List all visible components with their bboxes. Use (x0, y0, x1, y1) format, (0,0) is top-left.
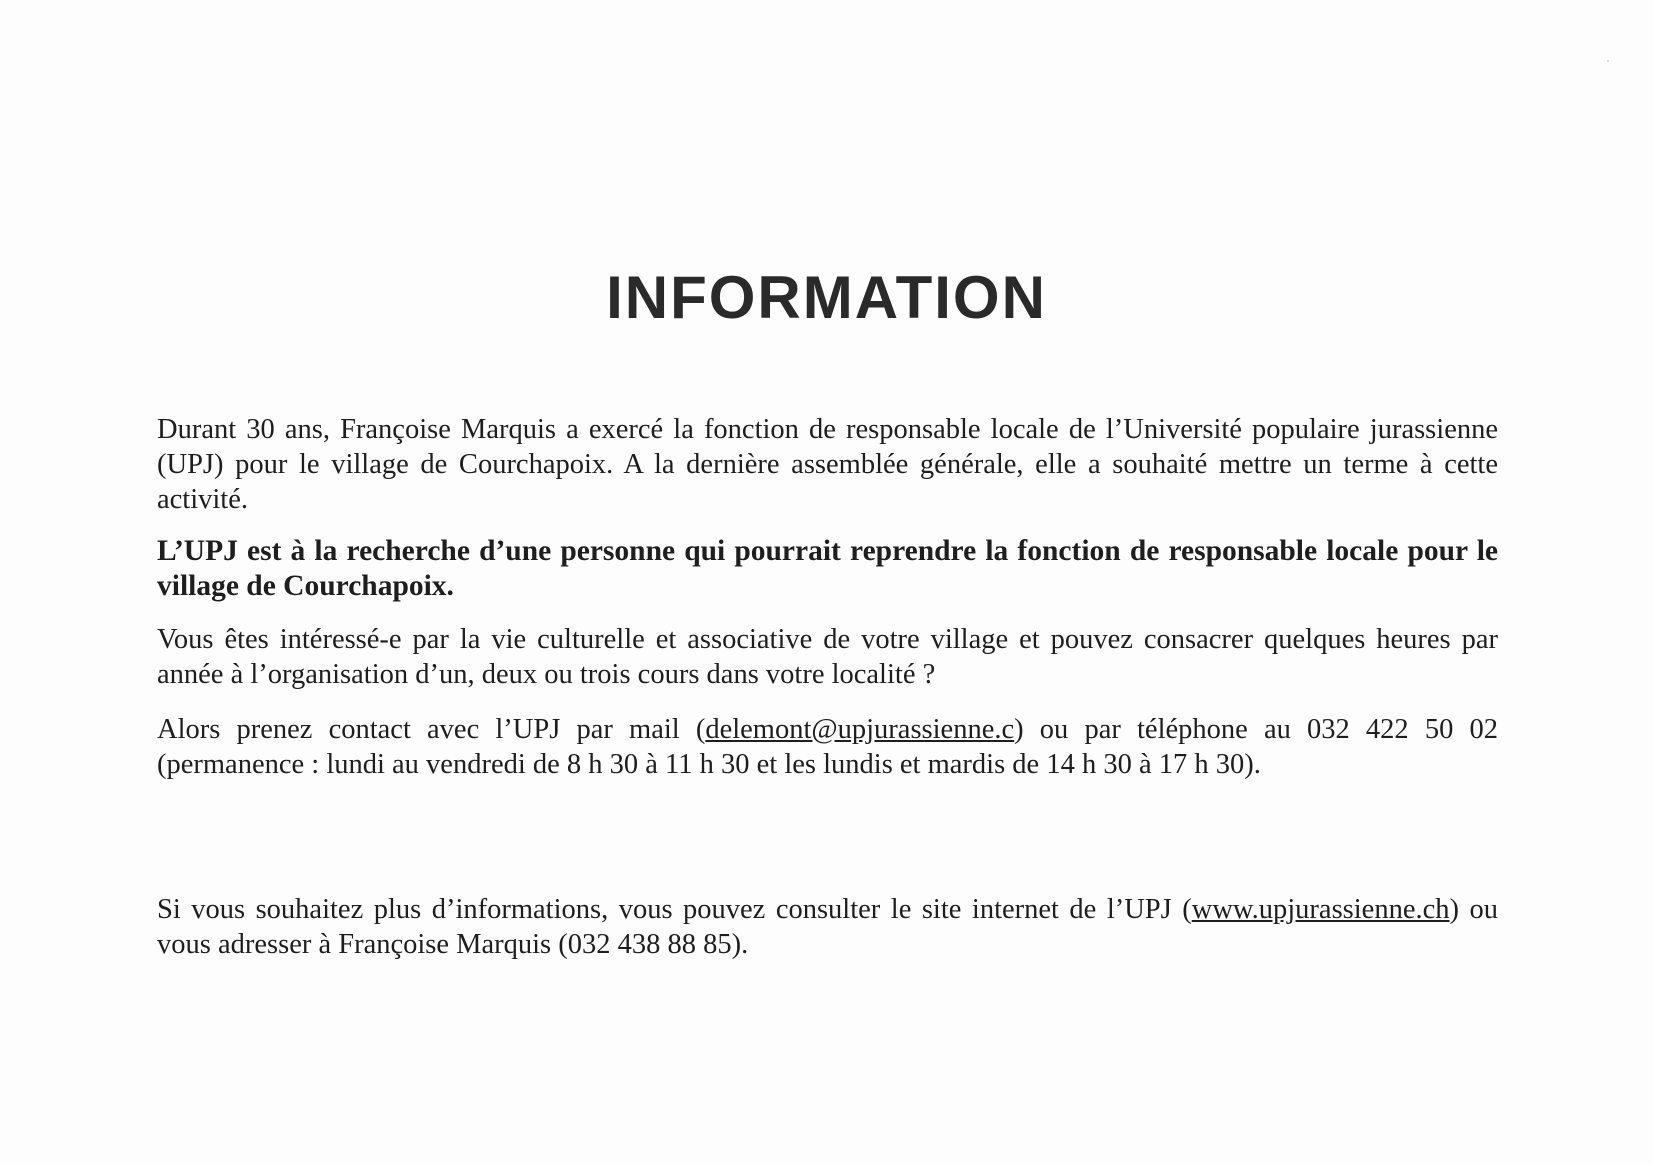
scan-speck (1607, 60, 1609, 62)
email-link[interactable]: delemont@upjurassienne.c (705, 714, 1015, 745)
paragraph-contact (157, 712, 1498, 782)
website-link[interactable]: www.upjurassienne.ch (1191, 894, 1450, 925)
page-title: INFORMATION (606, 264, 1047, 331)
paragraph-intro: Durant 30 ans, Françoise Marquis a exercé la fonction de responsable locale de l’Université populaire jurassienne (UPJ) pour le village de Courchapoix. A la dernière assemblée générale, elle a souhaité mettre un terme à cette activité. (157, 414, 1498, 515)
paragraph-more-info (157, 892, 1498, 962)
paragraph-search-announcement: L’UPJ est à la recherche d’une personne qui pourrait reprendre la fonction de responsable locale pour le village de Courchapoix. (157, 535, 1498, 602)
contact-text-after-email: ) ou par téléphone au 032 422 50 02 (permanence : lundi au vendredi de 8 h 30 à 11 h 30 et les lundis et mardis de 14 h 30 à 17 h 30). (157, 714, 1498, 780)
contact-text-before-email: Alors prenez contact avec l’UPJ par mail ( (157, 714, 706, 745)
paragraph-interest-question: Vous êtes intéressé-e par la vie culturelle et associative de votre village et pouvez consacrer quelques heures par année à l’organisation d’un, deux ou trois cours dans votre localité ? (157, 624, 1498, 690)
more-info-text-before-link: Si vous souhaitez plus d’informations, vous pouvez consulter le site internet de l’UPJ ( (157, 894, 1192, 925)
more-info-text-after-link: ) ou vous adresser à Françoise Marquis (032 438 88 85). (157, 894, 1498, 960)
